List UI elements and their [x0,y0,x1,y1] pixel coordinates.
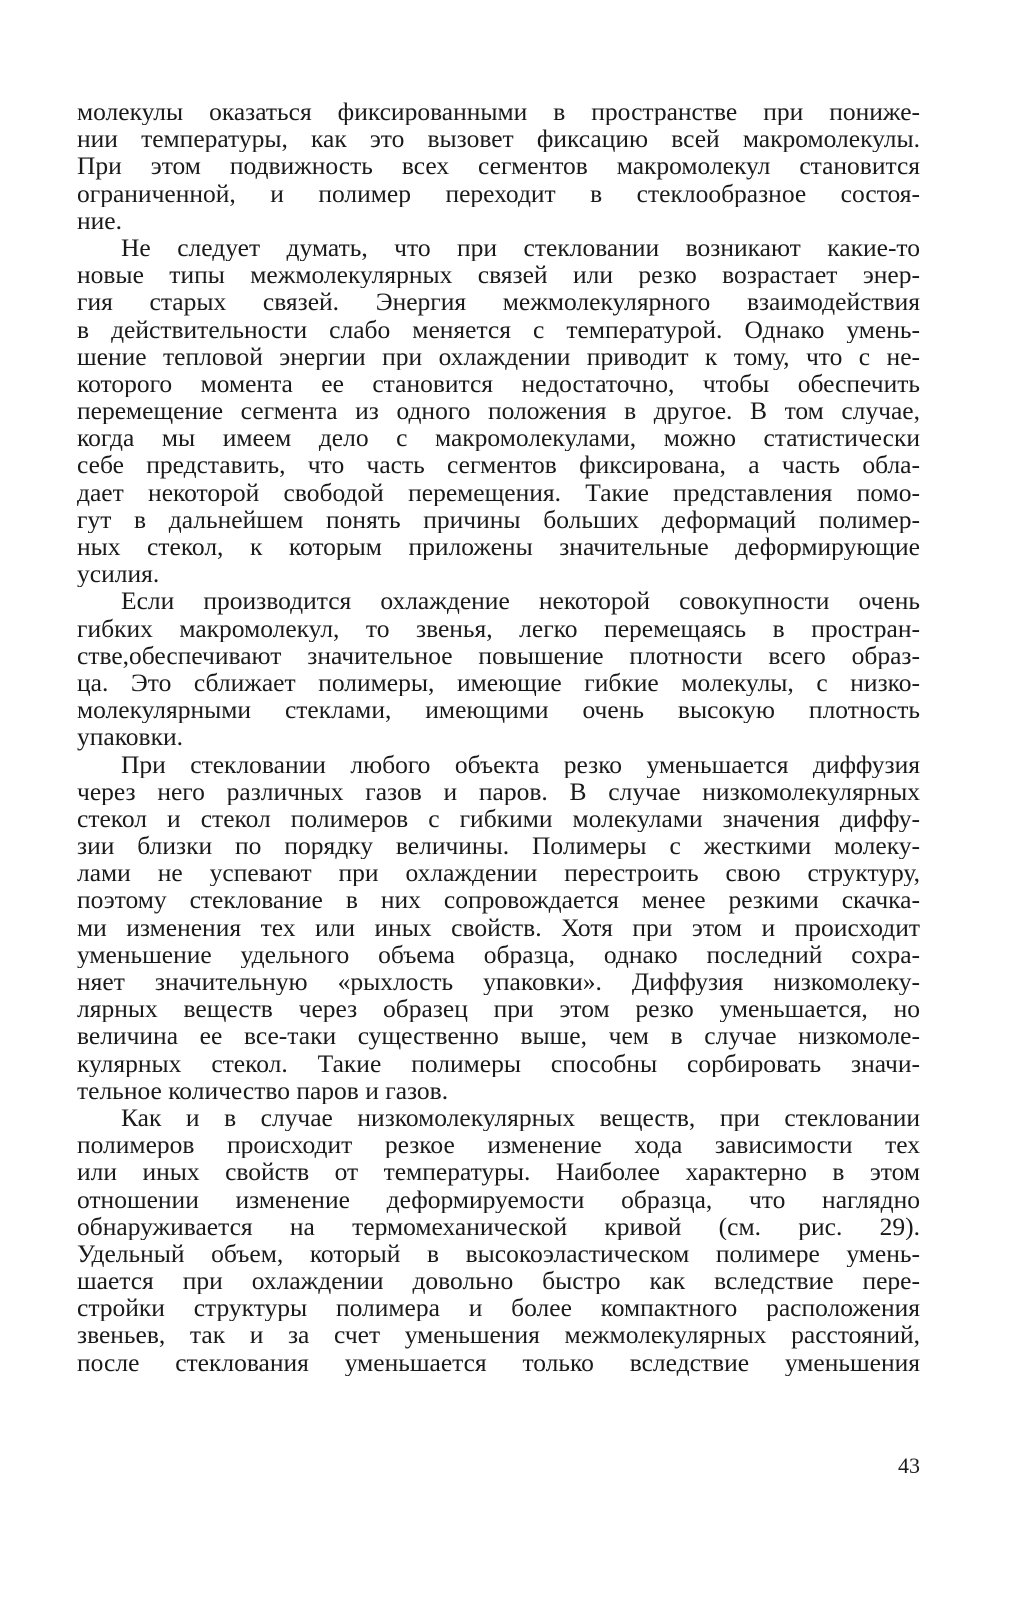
text-line: которого момента ее становится недостаточно, чтобы обеспечить [77,369,920,398]
text-line: стекол и стекол полимеров с гибкими молекулами значения диффу- [77,804,920,833]
text-line: величина ее все-таки существенно выше, чем в случае низкомоле- [77,1022,920,1050]
text-line: При этом подвижность всех сегментов макромолекул становится [77,152,920,180]
text-line: тельное количество паров и газов. [77,1076,449,1104]
text-line: няет значительную «рыхлость упаковки». Диффузия низкомолеку- [77,968,920,996]
text-line: шается при охлаждении довольно быстро как вследствие пере- [77,1267,920,1295]
text-line: усилия. [77,560,160,588]
text-line: ми изменения тех или иных свойств. Хотя при этом и происходит [77,913,920,941]
paragraph-first-line: Если производится охлаждение некоторой совокупности очень [121,587,920,615]
text-line: дает некоторой свободой перемещения. Такие представления помо- [77,478,920,506]
text-line: или иных свойств от температуры. Наиболее характерно в этом [77,1158,920,1186]
text-line: стве,обеспечивают значительное повышение плотности всего образ- [77,641,920,669]
text-line: нии температуры, как это вызовет фиксацию всей макромолекулы. [77,125,920,153]
text-line: стройки структуры полимера и более компактного расположения [77,1294,920,1322]
text-line: через него различных газов и паров. В случае низкомолекулярных [77,777,920,805]
text-line: молекулы оказаться фиксированными в пространстве при пониже- [77,98,920,126]
text-line: зии близки по порядку величины. Полимеры с жесткими молеку- [77,832,920,860]
text-line: перемещение сегмента из одного положения в другое. В том случае, [77,397,920,425]
text-line: отношении изменение деформируемости образца, что наглядно [77,1185,920,1213]
text-line: ца. Это сближает полимеры, имеющие гибкие молекулы, с низко- [77,668,920,697]
text-line: ных стекол, к которым приложены значительные деформирующие [77,533,920,561]
text-line: когда мы имеем дело с макромолекулами, можно статистически [77,424,920,452]
text-line: упаковки. [77,723,184,751]
text-line: гибких макромолекул, то звенья, легко перемещаясь в простран- [77,614,920,642]
text-line: Удельный объем, который в высокоэластическом полимере умень- [77,1239,920,1268]
text-line: себе представить, что часть сегментов фиксирована, а часть обла- [77,451,920,479]
paragraph-first-line: Не следует думать, что при стекловании возникают какие-то [121,233,920,262]
text-line: лярных веществ через образец при этом резко уменьшается, но [77,995,920,1023]
text-line: новые типы межмолекулярных связей или резко возрастает энер- [77,261,920,289]
paragraph-first-line: При стекловании любого объекта резко уменьшается диффузия [121,750,920,778]
text-line: полимеров происходит резкое изменение хода зависимости тех [77,1131,920,1159]
text-line: гия старых связей. Энергия межмолекулярного взаимодействия [77,288,920,316]
text-line: молекулярными стеклами, имеющими очень высокую плотность [77,696,920,724]
paragraph-first-line: Как и в случае низкомолекулярных веществ, при стекловании [121,1103,920,1132]
text-line: уменьшение удельного объема образца, однако последний сохра- [77,940,920,968]
text-line: обнаруживается на термомеханической кривой (см. рис. 29). [77,1212,920,1240]
text-line: лами не успевают при охлаждении перестроить свою структуру, [77,859,920,887]
text-line: поэтому стеклование в них сопровождается менее резкими скачка- [77,886,920,914]
page-number: 43 [898,1453,920,1478]
page-body [77,98,920,1376]
text-line: в действительности слабо меняется с температурой. Однако умень- [77,315,920,343]
text-line: гут в дальнейшем понять причины больших деформаций полимер- [77,505,920,533]
text-line: ние. [77,206,122,234]
text-line: шение тепловой энергии при охлаждении приводит к тому, что с не- [77,342,920,370]
text-line: звеньев, так и за счет уменьшения межмолекулярных расстояний, [77,1321,920,1349]
text-line: кулярных стекол. Такие полимеры способны сорбировать значи- [77,1049,920,1077]
text-line: после стеклования уменьшается только вследствие уменьшения [77,1348,920,1376]
text-line: ограниченной, и полимер переходит в стеклообразное состоя- [77,179,920,207]
